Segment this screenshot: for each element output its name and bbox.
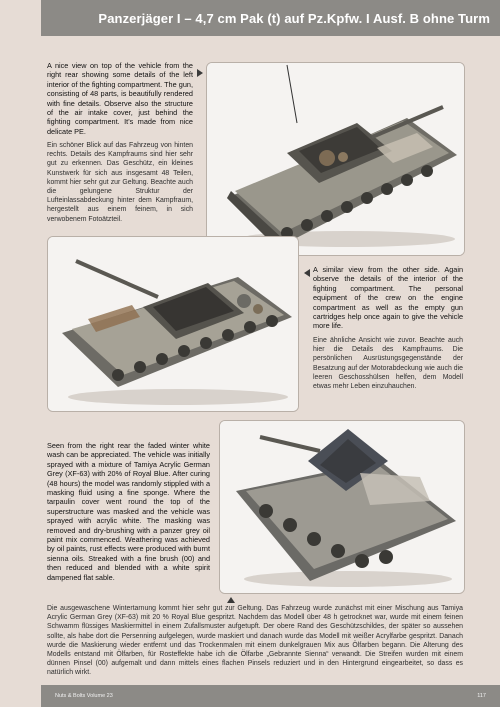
footer-publication: Nuts & Bolts Volume 23	[55, 693, 113, 699]
caption-de-1: Ein schöner Blick auf das Fahrzeug von hinten rechts. Details des Kampfraums sind hier sehr gut zu erkennen. Das Geschütz, ein kleines Kunstwerk für sich aus insgesamt 48 Teilen, kommt hier sehr gut zur Geltung. Beachte auch die gelungene Struktur der Lufteinlassabdeckung hinter dem Kampfraum, hergestellt aus einem feinem, in sich verwobenem Fotoätzteil.	[47, 142, 193, 223]
page-number: 117	[477, 693, 486, 699]
pointer-arrow-up	[227, 597, 235, 603]
footer-bar	[41, 685, 500, 707]
pointer-arrow-right	[197, 69, 203, 77]
caption-en-3: Seen from the right rear the faded winter white wash can be appreciated. The vehicle was initially sprayed with a mixture of Tamiya Acrylic German Grey (XF-63) with 20% of Royal Blue. After curing (48 hours) the model was randomly stippled with a masking fluid using a fine sponge. Where the tarpaulin cover went round the top of the superstructure was masked and the vehicle was sprayed with acrylic white. The masking was removed and dry-brushing with a panzer grey oil paint mix commenced. Weathering was achieved by oil paints, rust effects were produced with burnt sienna oils. Streaked with a fine brush (00) and then reduced and blended with a white spirit dampened flat sable.	[47, 441, 210, 582]
caption-de-3: Die ausgewaschene Wintertarnung kommt hier sehr gut zur Geltung. Das Fahrzeug wurde zunächst mit einer Mischung aus Tamiya Acrylic German Grey (XF-63) mit 20 % Royal Blue gespritzt. Nachdem das Modell über 48 h getrocknet war, wurde mit einem feinen Schwamm flüssiges Maskiermittel in einem Zufallsmuster aufgetupft. Der obere Rand des Geschützschildes, der später so aussehen sollte, als habe dort die Persenning aufgelegen, wurde maskiert und danach wurde das Modell mit weißer Acrylfarbe gespritzt. Danach wurde die Maskierung wieder entfernt und das Trockenmalen mit einem dunkelgrauen Mix aus Ölfarben begann. Die Alterung des Modells entstand mit Ölfarben, für Rosteffekte habe ich die Ölfarbe „Gebrannte Sienna“ verwandt. Die Streifen wurden mit einem dünnen Pinsel (00) aufgemalt und dann mittels eines flachen Pinsels reduziert und in den Hintergrund eingearbeitet, so dass es natürlich wirkt.	[47, 605, 463, 677]
page-title: Panzerjäger I – 4,7 cm Pak (t) auf Pz.Kpfw. I Ausf. B ohne Turm	[98, 10, 490, 26]
photo-bottom-right	[219, 420, 465, 594]
photo-middle-left	[47, 236, 299, 412]
tank-image-3	[220, 421, 464, 593]
tank-image-1	[207, 63, 464, 255]
caption-en-1: A nice view on top of the vehicle from the right rear showing some details of the left interior of the fighting compartment. The gun, consisting of 48 parts, is beautifully rendered with fine details. Observe also the structure of the air intake cover, just behind the fighting compartment. It's made from nice delicate PE.	[47, 61, 193, 136]
caption-de-2: Eine ähnliche Ansicht wie zuvor. Beachte auch hier die Details des Kampfraums. Die persönlichen Ausrüstungsgegenstände der Besatzung auf der Motorabdeckung wie auch die leeren Geschosshülsen helfen, dem Modell etwas mehr Leben einzuhauchen.	[313, 337, 463, 391]
title-bar	[41, 0, 500, 36]
photo-top-right	[206, 62, 465, 256]
pointer-arrow-left	[304, 269, 310, 277]
tank-image-2	[48, 237, 298, 411]
caption-en-2: A similar view from the other side. Again observe the details of the interior of the fighting compartment. The personal equipment of the crew on the engine compartment as well as the empty gun cartridges help once again to give the vehicle more life.	[313, 265, 463, 331]
